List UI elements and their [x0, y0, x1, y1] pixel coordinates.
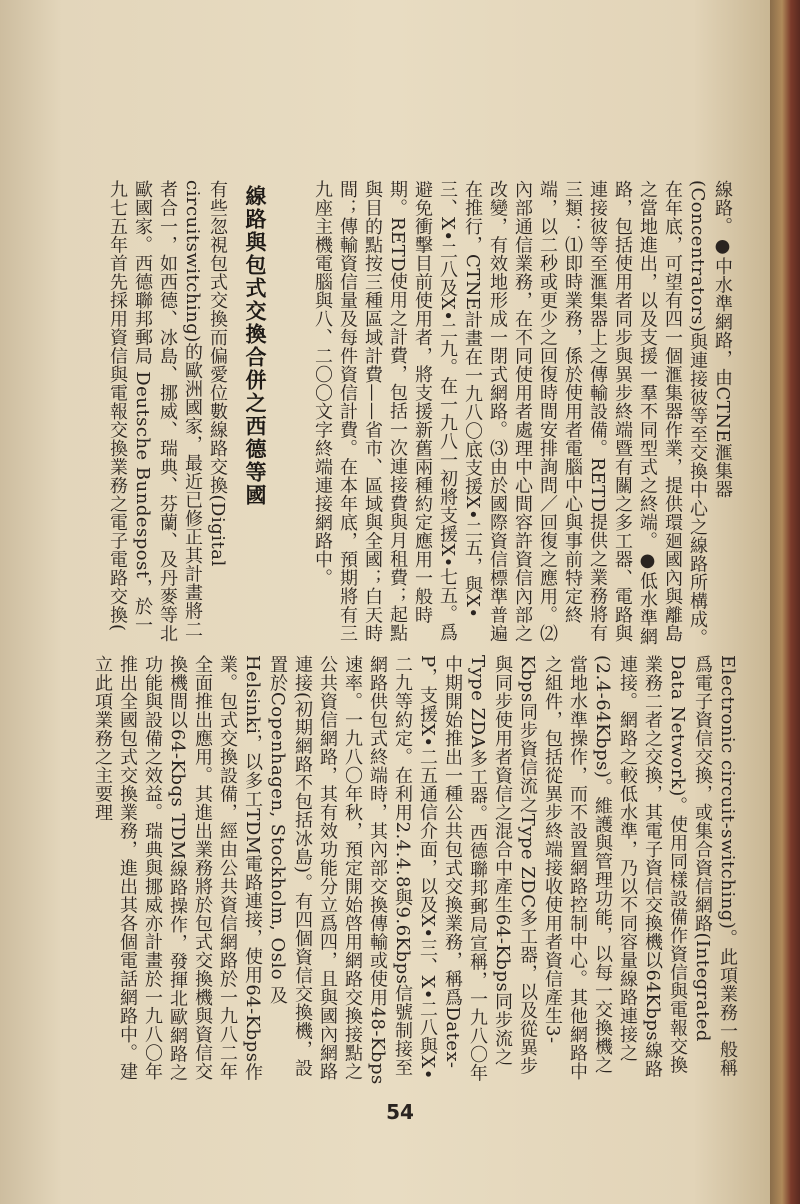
- page-number: 54: [386, 1100, 414, 1124]
- body-paragraph: Electronic circuit-switching)。此項業務一般稱爲電子資信交換，或集合資信網路(Integrated Data Network)。使用同樣設備作資信與電報交換業務二者之交換，其電子資信交換機以64Kbps線路連接。網路之較低水準，乃以不同容量線路連接之(2.4-64Kbps)。維護與管理功能，以每一交換機之當地水準操作，而不設置網路控制中心。其他網路中之組件，包括從異步終端接收使用者資信產生3-Kbps同步資信流之Type ZDC多工器，以及從異步與同步使用者資信之混合中產生64-Kbps同步流之Type ZDA多工器。西德聯邦郵局宣稱，一九八〇年中期開始推出一種公共包式交換業務，稱爲Datex-P，支援X•二五通信介面，以及X•三、X•二八與X•二九等約定。在利用2.4.4.8與9.6Kbps信號制接至網路供包式終端時，其內部交換傳輸或使用48-Kbps速率。一九八〇年秋，預定開始啓用網路交換接點之公共資信網路，其有效功能分立爲四，且與國內網路連接(初期網路不包括冰島)。有四個資信交換機，設置於Copenhagen, Stockholm, Oslo 及 Helsinki，以多工TDM電路連接，使用64-Kbps作業。包式交換設備，經由公共資信網路於一九八二年全面推出應用。其進出業務將於包式交換機與資信交換機間以64-Kbqs TDM線路操作，發揮北歐網路之功能與設備之效益。瑞典與挪威亦計畫於一九八〇年推出全國包式交換業務，進出其各個電話網路中。建立此項業務之主要理: [92, 655, 738, 1085]
- body-paragraph: 有些忽視包式交換而偏愛位數線路交換(Digital circuitswitching)的歐洲國家，最近已修正其計畫將二者合一，如西德、冰島、挪威、瑞典、芬蘭、及丹麥等北歐國家。西德聯邦郵局 Deutsche Bundespost，於一九七五年首先採用資信與電報交換業務之電子電路交換(: [107, 180, 228, 643]
- book-spine-edge: [770, 0, 800, 1204]
- section-heading: 線路與包式交換合併之西德等國: [243, 185, 267, 507]
- lower-text-block: [80, 655, 740, 1085]
- body-paragraph: 線路。●中水準網路，由CTNE滙集器(Concentrators)與連接彼等至交換中心之線路所構成。在年底，可望有四一個滙集器作業，提供環廻國內與離島之當地進出，以及支援一羣不同型式之終端。●低水準網路，包括使用者同步與異步終端暨有關之多工器、電路與連接彼等至滙集器上之傳輸設備。RETD提供之業務將有三類：⑴即時業務，係於使用者電腦中心與事前特定終端，以二秒或更少之回復時間安排詢問／回復之應用。⑵內部通信業務，在不同使用者處理中心間容許資信內部之改變，有效地形成一閉式網路。⑶由於國際資信標準普遍在推行，CTNE計畫在一九八〇底支援X•二五，與X•三、X•二八及X•二九。在一九八一初將支援X•七五。爲避免衝擊目前使用者，將支援新舊兩種約定應用一般時期。RETD使用之計費，包括一次連接費與月租費；起點與目的點按三種區域計費——省市、區域與全國；白天時間；傳輸資信量及每件資信計費。在本年底，預期將有三九座主機電腦與八、二〇〇文字終端連接網路中。: [312, 180, 733, 648]
- upper-right-text-block: [245, 180, 735, 650]
- upper-left-text-block: [85, 180, 230, 650]
